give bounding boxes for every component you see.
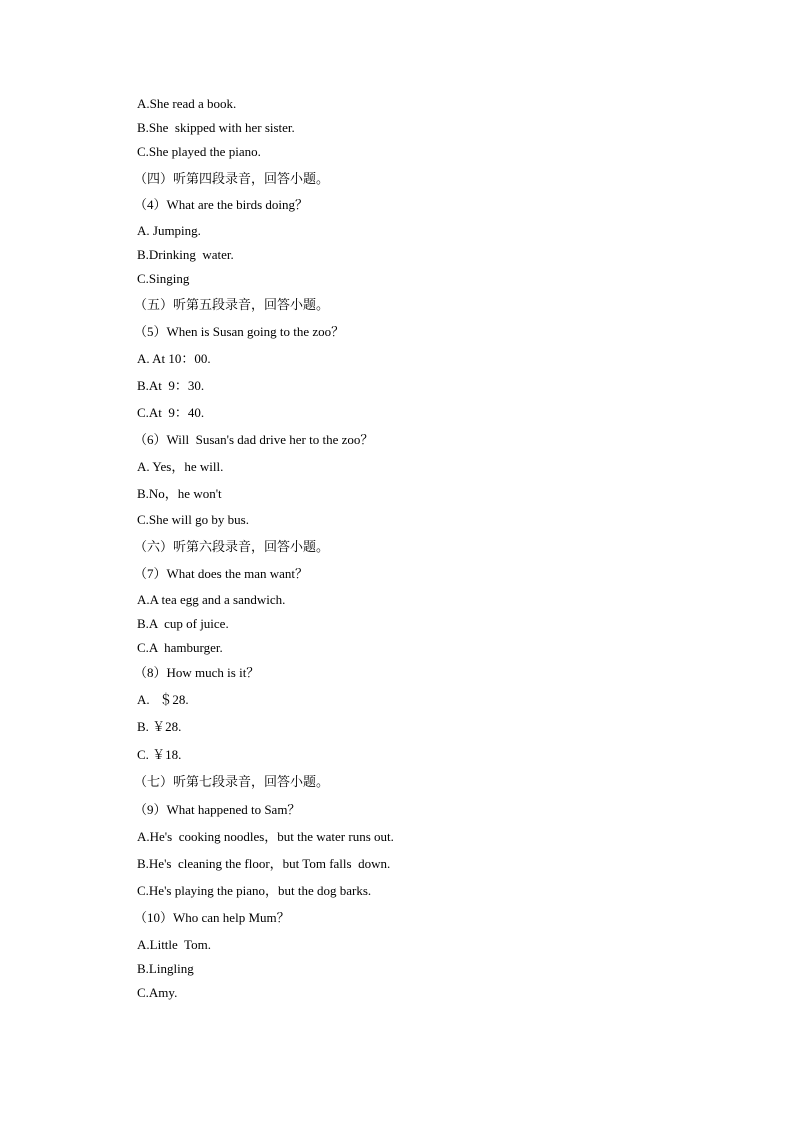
option-9b: B.He's cleaning the floor，but Tom falls down. — [137, 856, 391, 871]
option-10a: A.Little Tom. — [137, 937, 211, 952]
option-5c: C.At 9：40. — [137, 405, 205, 420]
option-9c: C.He's playing the piano，but the dog barks. — [137, 883, 372, 898]
question-5: （5）When is Susan going to the zoo？ — [134, 324, 345, 339]
option-5b: B.At 9：30. — [137, 378, 205, 393]
question-9: （9）What happened to Sam？ — [134, 802, 301, 817]
option-6b: B.No，he won't — [137, 486, 222, 501]
option-3b: B.She skipped with her sister. — [137, 120, 295, 135]
option-10c: C.Amy. — [137, 985, 178, 1000]
option-4b: B.Drinking water. — [137, 247, 234, 262]
option-5a: A. At 10：00. — [137, 351, 211, 366]
section-heading-5: （五）听第五段录音，回答小题。 — [134, 297, 330, 312]
option-4c: C.Singing — [137, 271, 190, 286]
option-3a: A.She read a book. — [137, 96, 237, 111]
option-7b: B.A cup of juice. — [137, 616, 229, 631]
option-7a: A.A tea egg and a sandwich. — [137, 592, 286, 607]
option-4a: A. Jumping. — [137, 223, 201, 238]
section-heading-7: （七）听第七段录音，回答小题。 — [134, 774, 330, 789]
option-8c: C. ￥18. — [137, 747, 182, 762]
option-6c: C.She will go by bus. — [137, 512, 249, 527]
question-7: （7）What does the man want？ — [134, 566, 309, 581]
question-4: （4）What are the birds doing？ — [134, 197, 309, 212]
option-8a: A. ＄28. — [137, 692, 189, 707]
option-10b: B.Lingling — [137, 961, 194, 976]
option-8b: B. ￥28. — [137, 719, 182, 734]
section-heading-6: （六）听第六段录音，回答小题。 — [134, 539, 330, 554]
option-9a: A.He's cooking noodles，but the water runs out. — [137, 829, 394, 844]
option-3c: C.She played the piano. — [137, 144, 261, 159]
question-6: （6）Will Susan's dad drive her to the zoo？ — [134, 432, 374, 447]
option-7c: C.A hamburger. — [137, 640, 223, 655]
question-8: （8）How much is it？ — [134, 665, 260, 680]
question-10: （10）Who can help Mum？ — [134, 910, 290, 925]
option-6a: A. Yes，he will. — [137, 459, 224, 474]
section-heading-4: （四）听第四段录音，回答小题。 — [134, 171, 330, 186]
